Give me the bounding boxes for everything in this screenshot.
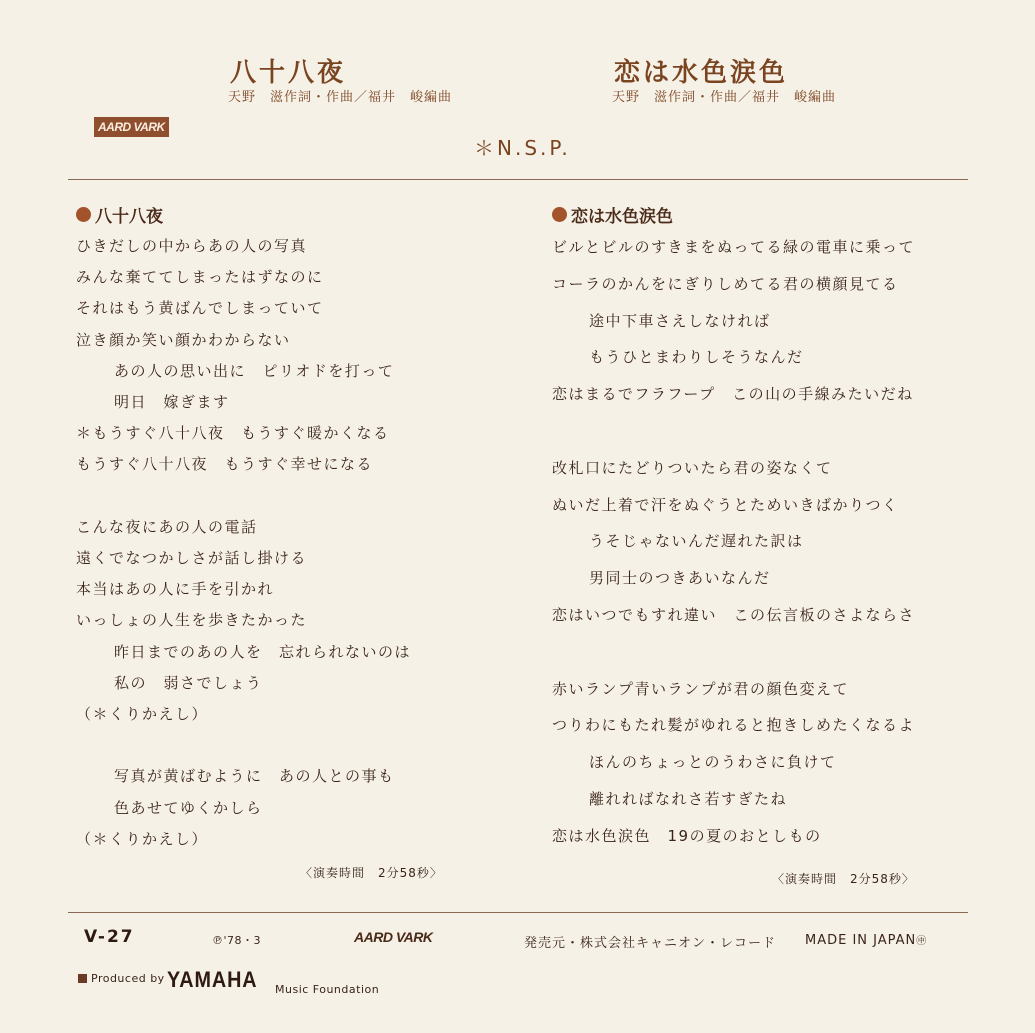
artist-name: ＊N.S.P. [474,136,571,160]
lyric-line: 赤いランプ青いランプが君の顔色変えて [552,679,850,698]
lyric-line: 恋は水色涙色 19の夏のおとしもの [552,826,822,845]
song-a-title-text: 八十八夜 [95,207,163,227]
footer-divider [68,912,968,913]
lyric-line: コーラのかんをにぎりしめてる君の横顔見てる [552,274,899,293]
song-a-performance-time: 〈演奏時間 2分58秒〉 [300,866,443,880]
lyric-line: 本当はあの人に手を引かれ [76,580,275,599]
lyric-line: 恋はいつでもすれ違い この伝言板のさよならさ [552,606,916,624]
lyric-line: もうすぐ八十八夜 もうすぐ幸せになる [76,455,374,474]
lyric-line: （＊くりかえし） [76,705,209,723]
made-in-mark: ㊥ [916,936,928,947]
song-b-performance-time: 〈演奏時間 2分58秒〉 [772,872,915,886]
lyric-line: 恋はまるでフラフープ この山の手線みたいだね [552,385,914,404]
bullet-dot-icon [76,207,91,222]
lyric-line: 離れればなれさ若すぎたね [589,790,788,808]
yamaha-logo: YAMAHA [167,967,258,992]
lyric-line: 男同士のつきあいなんだ [589,569,771,588]
made-in-text: MADE IN JAPAN [805,933,917,948]
lyric-line: 昨日までのあの人を 忘れられないのは [114,642,412,661]
lyric-line: （＊くりかえし） [76,829,209,848]
produced-by-line [78,972,165,985]
release-date: ℗'78・3 [212,934,262,947]
lyric-line: ビルとビルのすきまをぬってる緑の電車に乗って [552,238,916,256]
song-a-credit: 天野 滋作詞・作曲／福井 峻編曲 [228,90,453,105]
lyric-line: こんな夜にあの人の電話 [76,517,258,536]
lyric-line: 途中下車さえしなければ [589,311,771,330]
song-b-title-text: 恋は水色涙色 [571,207,673,227]
lyric-line: つりわにもたれ髪がゆれると抱きしめたくなるよ [552,716,916,735]
distributor-text: 発売元・株式会社キャニオン・レコード [524,936,777,951]
song-b-header-title: 恋は水色涙色 [614,58,789,88]
lyric-line: いっしょの人生を歩きたかった [76,611,308,630]
song-b-credit: 天野 滋作詞・作曲／福井 峻編曲 [612,90,837,105]
bullet-dot-icon [552,207,567,222]
lyric-line: 泣き顔か笑い顔かわからない [76,330,291,349]
music-foundation-text: Music Foundation [275,983,380,996]
lyric-line: ひきだしの中からあの人の写真 [76,237,308,255]
aardvark-footer-logo: AARD VARK [354,929,433,945]
header-divider [68,179,968,180]
lyric-line: もうひとまわりしそうなんだ [589,348,804,367]
lyric-line: あの人の思い出に ピリオドを打って [114,361,395,380]
lyric-line: それはもう黄ばんでしまっていて [76,299,324,318]
made-in-japan [805,932,927,948]
lyric-line: ほんのちょっとのうわさに負けて [589,753,837,772]
produced-by-text: Produced by [91,972,165,985]
song-a-header-title: 八十八夜 [230,58,347,88]
song-a-section-title [76,202,163,227]
lyric-line: 色あせてゆくかしら [114,798,263,817]
lyric-line: ＊もうすぐ八十八夜 もうすぐ暖かくなる [76,424,390,443]
catalog-number: V-27 [84,927,135,947]
lyric-line: みんな棄ててしまったはずなのに [76,268,324,287]
lyric-line: ぬいだ上着で汗をぬぐうとためいきばかりつく [552,495,899,514]
lyric-line: 私の 弱さでしょう [114,673,263,692]
lyric-line: うそじゃないんだ遅れた訳は [589,532,804,551]
lyric-line: 改札口にたどりついたら君の姿なくて [552,458,833,477]
lyric-line: 写真が黄ばむように あの人との事も [114,767,395,786]
square-bullet-icon [78,974,87,983]
lyric-line: 遠くでなつかしさが話し掛ける [76,549,308,567]
song-b-section-title [552,202,673,227]
aardvark-logo: AARD VARK [94,117,169,137]
lyric-line: 明日 嫁ぎます [114,393,230,411]
